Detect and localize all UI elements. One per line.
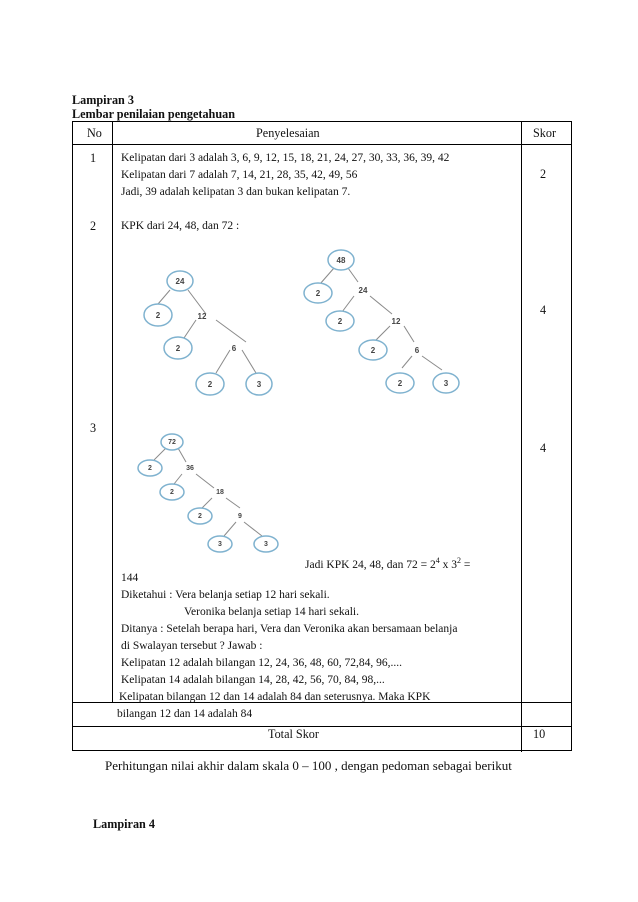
tree48-factor-2a: 2 (315, 289, 321, 298)
total-score-label: Total Skor (268, 727, 319, 741)
tree72-node-9: 9 (238, 513, 242, 520)
tree24-factor-2c: 2 (207, 380, 213, 389)
header-no: No (87, 126, 102, 140)
tree24-node-12: 12 (197, 312, 207, 321)
factor-tree-48 (296, 242, 471, 402)
row3-number: 3 (90, 421, 97, 435)
row3-line-7: Kelipatan bilangan 12 dan 14 adalah 84 dan seterusnya. Maka KPK (119, 691, 431, 703)
row1-number: 1 (90, 151, 97, 165)
header-solution: Penyelesaian (256, 126, 320, 140)
tree72-factor-2c: 2 (198, 513, 202, 520)
tree72-factor-2a: 2 (148, 465, 152, 472)
tree72-root: 72 (168, 439, 176, 446)
row1-score: 2 (540, 167, 547, 181)
tree24-factor-3: 3 (256, 380, 262, 389)
kpk-result: 144 (121, 572, 139, 584)
tree48-factor-2d: 2 (397, 379, 403, 388)
tree48-node-24: 24 (358, 286, 368, 295)
row1-line-3: Jadi, 39 adalah kelipatan 3 dan bukan kelipatan 7. (121, 186, 351, 198)
appendix-title: Lampiran 3 (72, 93, 134, 107)
tree48-factor-2c: 2 (370, 346, 376, 355)
tree72-factor-2b: 2 (170, 489, 174, 496)
row2-score: 4 (540, 303, 547, 317)
next-appendix-title: Lampiran 4 (93, 817, 155, 831)
row2-prompt: KPK dari 24, 48, dan 72 : (121, 220, 240, 232)
total-score-value: 10 (533, 727, 546, 741)
tree48-node-6: 6 (414, 346, 420, 355)
tree72-factor-3b: 3 (264, 541, 268, 548)
kpk-conclusion: Jadi KPK 24, 48, dan $72 = 2^4$ x $3^2$ = (305, 556, 471, 571)
tree24-node-6: 6 (231, 344, 237, 353)
appendix-subtitle: Lembar penilaian pengetahuan (72, 107, 235, 121)
tree24-factor-2b: 2 (175, 344, 181, 353)
tree72-factor-3a: 3 (218, 541, 222, 548)
header-divider (73, 144, 571, 145)
row2-number: 2 (90, 219, 97, 233)
row3-score: 4 (540, 441, 547, 455)
final-score-note: Perhitungan nilai akhir dalam skala 0 – 100 , dengan pedoman sebagai berikut (105, 758, 512, 773)
tree72-node-36: 36 (186, 465, 194, 472)
factor-tree-72 (132, 432, 282, 554)
row1-line-1: Kelipatan dari 3 adalah 3, 6, 9, 12, 15, 18, 21, 24, 27, 30, 33, 36, 39, 42 (121, 152, 450, 164)
row3-line-4: di Swalayan tersebut ? Jawab : (121, 640, 263, 652)
tree48-root: 48 (336, 256, 346, 265)
tree48-node-12: 12 (391, 317, 401, 326)
row3-line-2: Veronika belanja setiap 14 hari sekali. (184, 606, 359, 618)
row3-line-1: Diketahui : Vera belanja setiap 12 hari sekali. (121, 589, 330, 601)
tree48-factor-2b: 2 (337, 317, 343, 326)
tree24-root: 24 (175, 277, 185, 286)
row3-line-3: Ditanya : Setelah berapa hari, Vera dan Veronika akan bersamaan belanja (121, 623, 458, 635)
tree24-factor-2a: 2 (155, 311, 161, 320)
row1-line-2: Kelipatan dari 7 adalah 7, 14, 21, 28, 35, 42, 49, 56 (121, 169, 358, 181)
factor-tree-24 (130, 260, 290, 410)
header-score: Skor (533, 126, 557, 140)
col-divider-no (112, 122, 113, 702)
col-divider-score (521, 122, 522, 752)
tree72-node-18: 18 (216, 489, 224, 496)
row3-line-5: Kelipatan 12 adalah bilangan 12, 24, 36, 48, 60, 72,84, 96,.... (121, 657, 403, 669)
row3-line-6: Kelipatan 14 adalah bilangan 14, 28, 42, 56, 70, 84, 98,... (121, 674, 385, 686)
bottom-divider (73, 726, 571, 727)
row3-line-8: bilangan 12 dan 14 adalah 84 (117, 708, 253, 720)
tree48-factor-3: 3 (443, 379, 449, 388)
